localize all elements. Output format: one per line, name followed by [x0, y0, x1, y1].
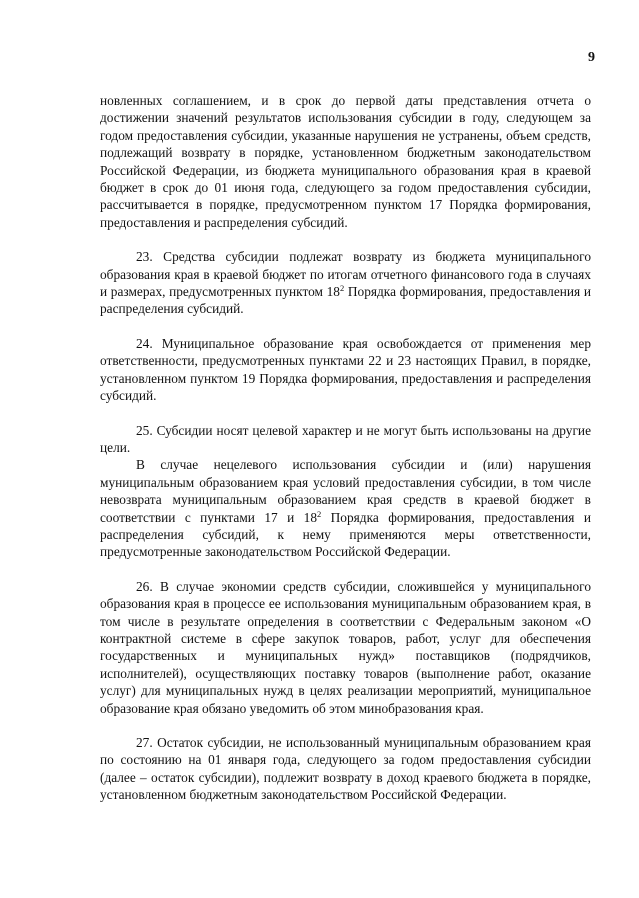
paragraph-25-continuation-text-b: Порядка формирования, предоставления и распределения субсидий, к нему применяются меры ответственности, предусмотренные законодательством Российской Федерации.: [100, 509, 592, 560]
paragraph-23-text-b: Порядка формирования, предоставления и распределения субсидий.: [100, 284, 591, 317]
paragraph-23-text-a: 23. Средства субсидии подлежат возврату из бюджета муниципального образования края в краевой бюджет по итогам отчетного финансового года в случаях и размерах, предусмотренных пунктом 18: [100, 249, 591, 300]
paragraph-25-continuation-superscript: 2: [317, 508, 322, 519]
paragraph-23-superscript: 2: [339, 283, 345, 294]
page-number: 9: [588, 50, 595, 65]
paragraph-27: 27. Остаток субсидии, не использованный муниципальным образованием края по состоянию на 01 января года, следующего за годом предоставления субсидии (далее – остаток субсидии), подлежит возврату в доход краевого бюджета в порядке, установленном бюджетным законодательством Российской Федерации.: [100, 735, 591, 803]
paragraph-26: 26. В случае экономии средств субсидии, сложившейся у муниципального образования края в процессе ее использования муниципальным образованием края, в том числе в результате определения в соответствии с Федеральным законом «О контрактной системе в сфере закупок товаров, работ, услуг для обеспечения государственных и муниципальных нужд» поставщиков (подрядчиков, исполнителей), осуществляющих поставку товаров (выполнение работ, оказание услуг) для муниципальных нужд в целях реализации мероприятий, муниципальное образование края обязано уведомить об этом минобразования края.: [100, 578, 591, 716]
document-body: [100, 92, 591, 804]
paragraph-25: 25. Субсидии носят целевой характер и не могут быть использованы на другие цели.: [100, 422, 591, 455]
paragraph-continuation: новленных соглашением, и в срок до первой даты представления отчета о достижении значений результатов использования субсидии в году, следующем за годом предоставления субсидии, указанные нарушения не устранены, объем средств, подлежащий возврату в порядке, установленном бюджетным законодательством Российской Федерации, из бюджета муниципального образования края в краевой бюджет в срок до 01 июня года, следующего за годом предоставления субсидии, рассчитывается в порядке, предусмотренном пунктом 17 Порядка формирования, предоставления и распределения субсидий.: [100, 93, 591, 230]
paragraph-25-continuation-text-a: В случае нецелевого использования субсидии и (или) нарушения муниципальным образованием края условий предоставления субсидии, в том числе невозврата муниципальным образованием края средств в краевой бюджет в соответствии с пунктами 17 и 18: [100, 457, 591, 525]
paragraph-24: 24. Муниципальное образование края освобождается от применения мер ответственности, предусмотренных пунктами 22 и 23 настоящих Правил, в порядке, установленном пунктом 19 Порядка формирования, предоставления и распределения субсидий.: [100, 335, 591, 404]
paragraph-23: [100, 248, 591, 318]
paragraph-25-continuation: [100, 456, 591, 560]
